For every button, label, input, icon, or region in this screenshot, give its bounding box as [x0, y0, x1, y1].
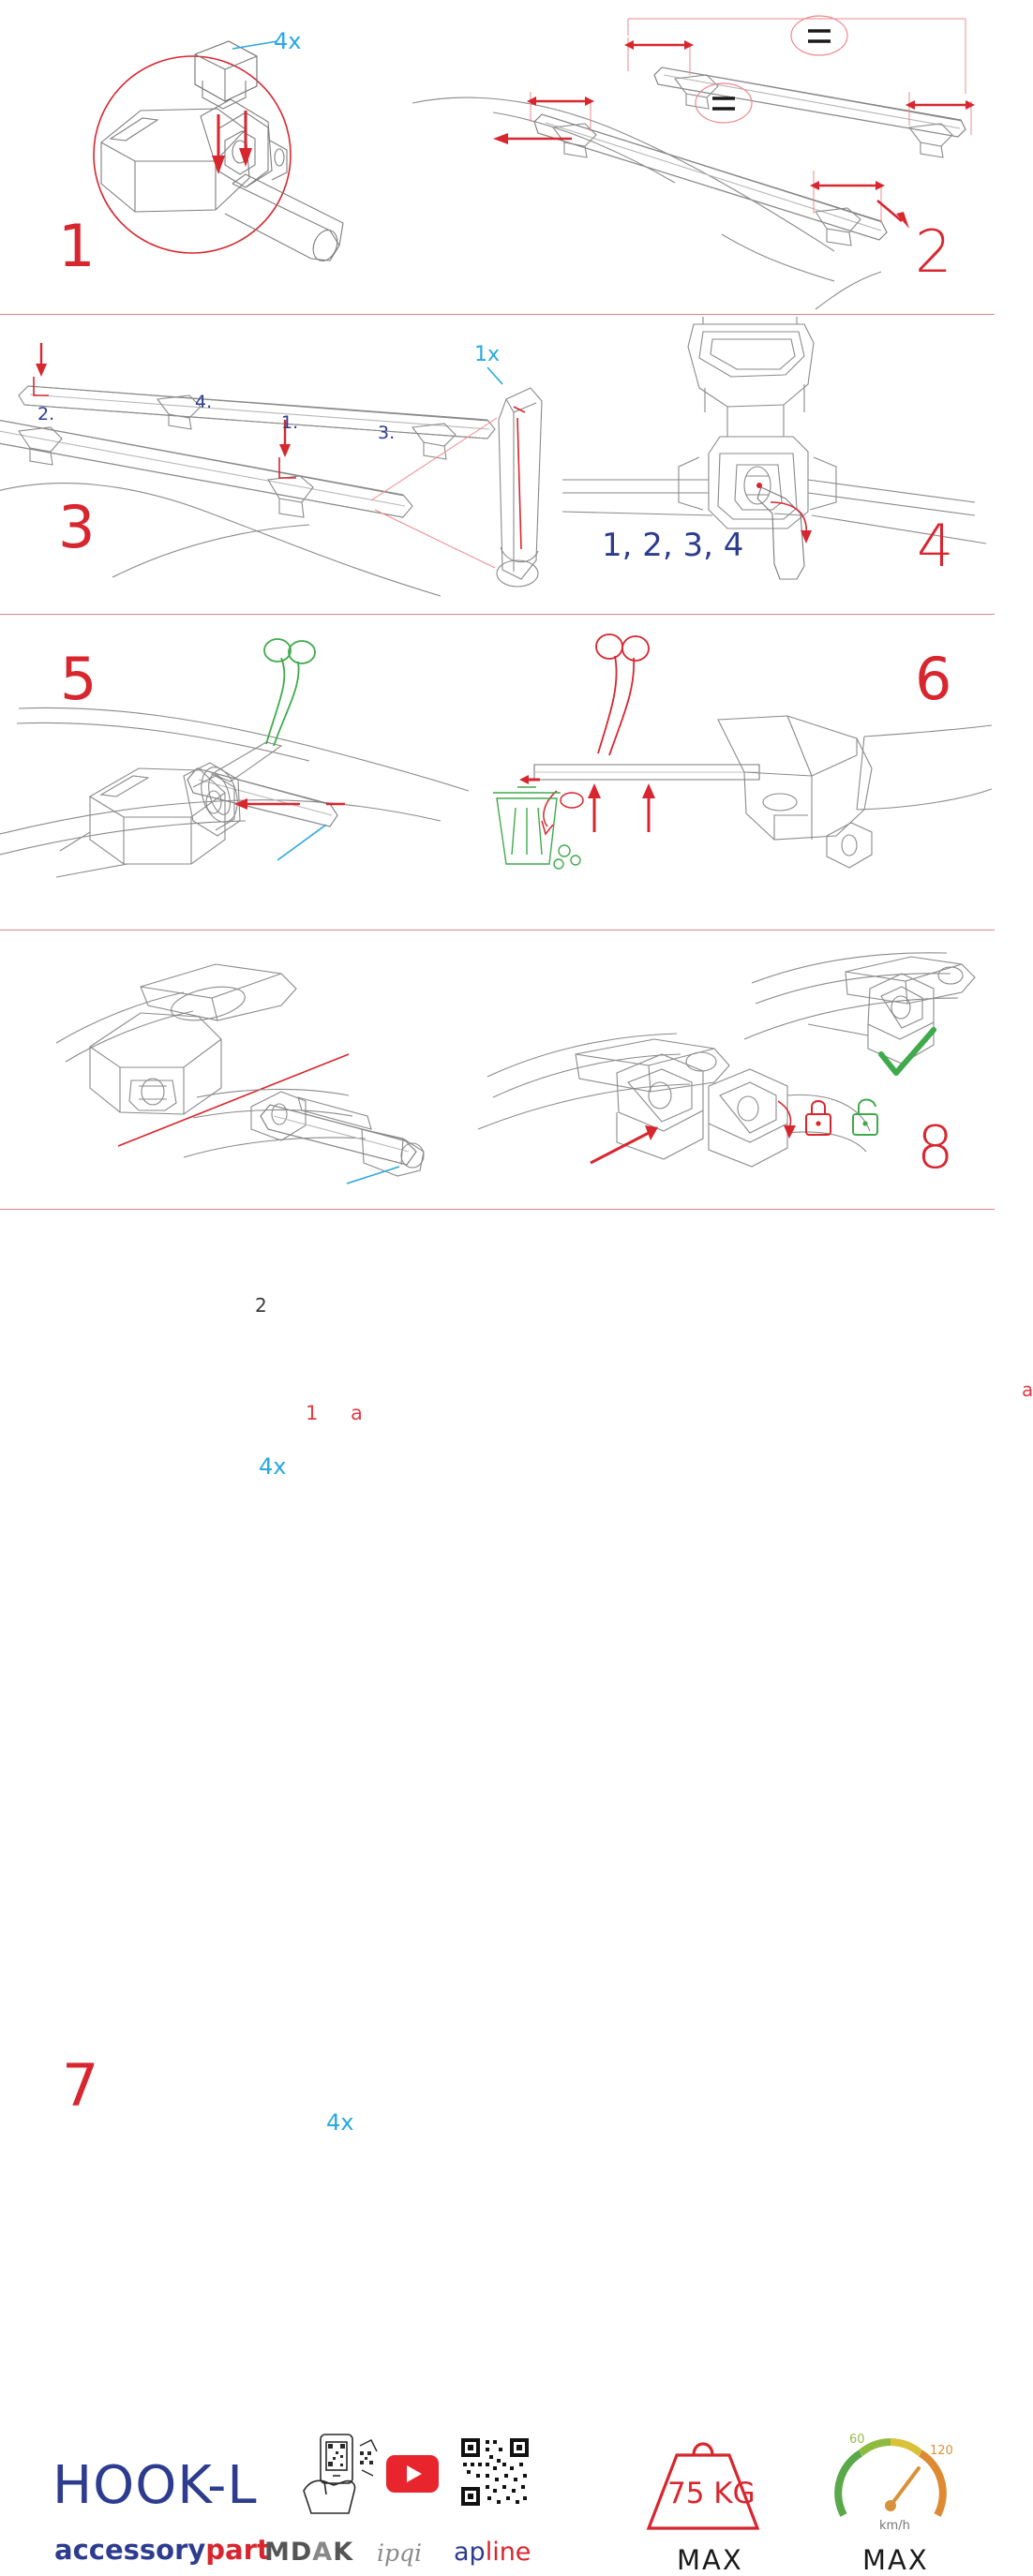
step-5-order-label-2: 2 [255, 1294, 267, 1317]
scan-qr-phone-icon [302, 2433, 379, 2523]
step-2-panel [441, 0, 995, 314]
step-3-order-label-4: 4. [195, 392, 213, 412]
step-7-illustration [0, 931, 478, 1209]
step-3-quantity-label: 1x [474, 343, 501, 366]
step-7-quantity-label: 4x [326, 2109, 354, 2136]
step-6-part-label-a: a [1022, 1378, 1033, 1401]
max-load-caption: MAX [677, 2544, 743, 2576]
step-5-part-label-a: a [351, 1402, 363, 1424]
brand-logo [54, 2534, 270, 2566]
step-3-order-label-1: 1. [281, 412, 299, 433]
step-8-number: 8 [917, 1113, 954, 1182]
step-2-number: 2 [915, 217, 952, 286]
gauge-min-label: 60 [849, 2433, 865, 2447]
step-2-illustration [441, 0, 995, 314]
step-7-number: 7 [62, 2051, 99, 2120]
step-4-order-label: 1, 2, 3, 4 [602, 527, 744, 564]
step-1-quantity-label: 4x [274, 28, 302, 54]
step-3-panel [0, 315, 562, 614]
brand-primary: accessory [54, 2534, 206, 2566]
brand-accent: part [205, 2534, 270, 2566]
step-3-number: 3 [58, 493, 96, 561]
step-6-number: 6 [915, 645, 952, 713]
partner-apline: apline [454, 2538, 531, 2567]
step-5-order-label-1: 1 [306, 1402, 319, 1424]
partner-ipqi: ipqi [377, 2539, 422, 2567]
gauge-unit-label: km/h [879, 2519, 910, 2533]
step-1-number: 1 [58, 212, 96, 280]
youtube-icon[interactable] [386, 2455, 439, 2493]
step-7-panel [0, 931, 478, 2136]
step-5-number: 5 [60, 645, 97, 713]
step-5-quantity-label: 4x [259, 1453, 287, 1480]
step-1-panel [0, 0, 441, 314]
step-3-order-label-3: 3. [378, 423, 396, 443]
gauge-max-label: 120 [930, 2444, 953, 2458]
max-speed-gauge-icon [829, 2425, 951, 2534]
partner-mdak: MDAK [264, 2538, 354, 2567]
max-speed-caption: MAX [862, 2544, 929, 2576]
step-3-order-label-2: 2. [37, 404, 55, 424]
step-4-number: 4 [917, 512, 954, 580]
qr-code-icon [461, 2438, 529, 2506]
max-load-value: 75 KG [667, 2477, 756, 2510]
product-name: HOOK-L [52, 2455, 258, 2516]
